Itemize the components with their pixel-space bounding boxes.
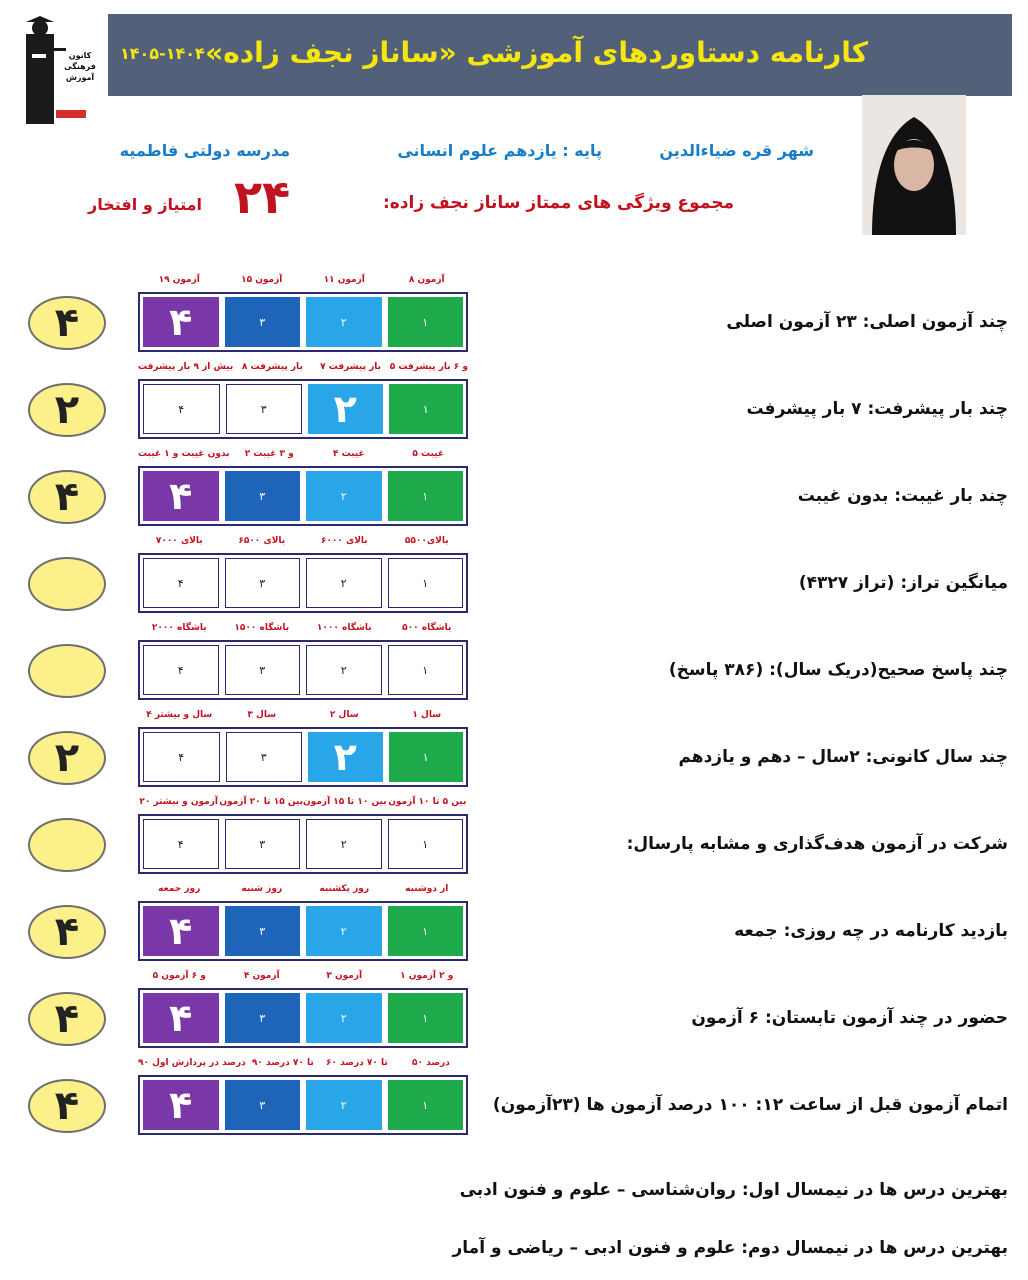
level-grid	[138, 640, 468, 700]
kanoon-logo	[22, 14, 100, 126]
level-label: روز جمعه	[158, 884, 201, 894]
level-cell: ۱	[388, 297, 464, 347]
student-city: شهر قره ضیاءالدین	[659, 141, 814, 160]
level-cell: ۱	[389, 384, 464, 434]
criterion-label: چند پاسخ صحیح(دریک سال): (۳۸۶ پاسخ)	[668, 660, 1008, 680]
best-subjects-term2: بهترین درس ها در نیمسال دوم: علوم و فنون ادبی – ریاضی و آمار	[452, 1238, 1008, 1258]
level-label: ۶۰ تا ۷۰ درصد	[325, 1058, 388, 1068]
level-label: ۹۰ تا ۷۰ درصد	[251, 1058, 314, 1068]
level-labels	[138, 971, 468, 981]
level-cell: ۱	[388, 1080, 464, 1130]
level-cell: ۲	[306, 645, 382, 695]
level-label: بالای ۶۰۰۰	[320, 536, 368, 546]
criterion-label: چند آزمون اصلی: ۲۳ آزمون اصلی	[726, 312, 1008, 332]
level-cell: ۴	[143, 819, 219, 869]
level-labels	[138, 884, 468, 894]
row-score-circle	[28, 818, 106, 872]
level-label: ۹۰ درصد در پردازش اول	[138, 1058, 246, 1068]
level-label: ۱۵ آزمون	[241, 275, 283, 285]
level-grid	[138, 1075, 468, 1135]
row-score-circle: ۴	[28, 905, 106, 959]
level-cell: ۲	[306, 1080, 382, 1130]
level-label: از دوشنبه	[405, 884, 449, 894]
level-label: ۵ و ۶ بار پیشرفت	[389, 362, 468, 372]
level-label: ۱ و ۲ آزمون	[400, 971, 454, 981]
year-range: ۱۴۰۵-۱۴۰۴	[120, 44, 205, 63]
best-subjects-term1: بهترین درس ها در نیمسال اول: روان‌شناسی – علوم و فنون ادبی	[459, 1180, 1008, 1200]
level-label: ۵ و ۶ آزمون	[152, 971, 206, 981]
level-label: ۲۰ آزمون و بیشتر	[139, 797, 218, 807]
level-cell: ۲	[306, 471, 382, 521]
row-score-circle: ۲	[28, 731, 106, 785]
level-cell: ۳	[225, 819, 301, 869]
level-grid	[138, 553, 468, 613]
criterion-label: چند بار غیبت: بدون غیبت	[797, 486, 1008, 506]
level-label: ۲ و ۳ غیبت	[244, 449, 294, 459]
level-grid	[138, 988, 468, 1048]
criterion-label: حضور در چند آزمون تابستان: ۶ آزمون	[691, 1008, 1008, 1028]
level-cell: ۲	[306, 297, 382, 347]
criterion-label: چند بار پیشرفت: ۷ بار پیشرفت	[746, 399, 1008, 419]
level-label: باشگاه ۱۰۰۰	[316, 623, 372, 633]
level-cell: ۳	[225, 993, 301, 1043]
level-cell: ۳	[225, 1080, 301, 1130]
level-cell: ۱	[389, 732, 464, 782]
level-label: ۸ آزمون	[408, 275, 445, 285]
level-label: ۴ غیبت	[332, 449, 365, 459]
school-name: مدرسه دولتی فاطمیه	[119, 141, 290, 160]
level-label: ۱۱ آزمون	[323, 275, 365, 285]
level-labels	[138, 710, 468, 720]
level-label: ۱۹ آزمون	[158, 275, 200, 285]
level-cell: ۴	[143, 558, 219, 608]
level-grid	[138, 379, 468, 439]
level-label: باشگاه ۲۰۰۰	[151, 623, 207, 633]
level-grid	[138, 901, 468, 961]
level-cell: ۳	[225, 558, 301, 608]
level-label: بین ۵ تا ۱۰ آزمون	[388, 797, 467, 807]
level-label: بین ۱۵ تا ۲۰ آزمون	[219, 797, 303, 807]
level-cell: ۳	[226, 732, 303, 782]
level-label: بالای ۶۵۰۰	[238, 536, 286, 546]
level-cell: ۱	[388, 819, 464, 869]
level-label: بین ۱۰ تا ۱۵ آزمون	[303, 797, 387, 807]
level-cell: ۴	[143, 471, 219, 521]
level-label: باشگاه ۵۰۰	[402, 623, 452, 633]
level-cell: ۴	[143, 384, 220, 434]
level-label: ۴ آزمون	[243, 971, 280, 981]
total-unit: امتیاز و افتخار	[88, 195, 202, 214]
level-label: ۲ سال	[329, 710, 359, 720]
level-cell: ۲	[306, 819, 382, 869]
level-label: باشگاه ۱۵۰۰	[234, 623, 290, 633]
logo-text-4: قلم‌چی	[65, 86, 95, 95]
level-cell: ۱	[388, 906, 464, 956]
level-cell: ۳	[225, 906, 301, 956]
level-cell: ۲	[308, 384, 383, 434]
level-grid	[138, 727, 468, 787]
level-cell: ۱	[388, 993, 464, 1043]
level-cell: ۳	[225, 471, 301, 521]
level-label: ۳ سال	[247, 710, 277, 720]
student-grade: پایه : یازدهم علوم انسانی	[397, 141, 602, 160]
level-label: ۳ آزمون	[326, 971, 363, 981]
row-score-circle: ۴	[28, 992, 106, 1046]
level-label: بیش از ۹ بار پیشرفت	[138, 362, 234, 372]
level-labels	[138, 623, 468, 633]
logo-text-2: فرهنگی	[64, 62, 96, 71]
level-label: ۴ سال و بیشتر	[146, 710, 213, 720]
level-cell: ۳	[225, 645, 301, 695]
criterion-label: میانگین تراز: (تراز ۴۳۲۷)	[798, 573, 1008, 593]
level-labels	[138, 275, 468, 285]
logo-text-3: آموزش	[65, 73, 95, 82]
row-score-circle: ۴	[28, 1079, 106, 1133]
level-label: روز یکشنبه	[319, 884, 370, 894]
level-label: ۵۰ درصد	[412, 1058, 450, 1068]
total-label: مجموع ویژگی های ممتاز ساناز نجف زاده:	[382, 193, 734, 213]
level-label: بالای ۷۰۰۰	[155, 536, 203, 546]
level-cell: ۲	[308, 732, 383, 782]
level-cell: ۴	[143, 732, 220, 782]
criterion-label: شرکت در آزمون هدف‌گذاری و مشابه پارسال:	[626, 834, 1008, 854]
row-score-circle: ۲	[28, 383, 106, 437]
row-score-circle	[28, 644, 106, 698]
level-labels	[138, 1058, 468, 1068]
row-score-circle: ۴	[28, 470, 106, 524]
level-grid	[138, 466, 468, 526]
level-labels	[138, 449, 468, 459]
level-label: ۱ سال	[412, 710, 442, 720]
criterion-label: اتمام آزمون قبل از ساعت ۱۲: ۱۰۰ درصد آزمون ها (۲۳آزمون)	[492, 1095, 1008, 1115]
level-cell: ۴	[143, 906, 219, 956]
student-photo	[862, 95, 966, 235]
level-cell: ۳	[226, 384, 303, 434]
level-cell: ۱	[388, 558, 464, 608]
level-cell: ۲	[306, 558, 382, 608]
level-cell: ۴	[143, 993, 219, 1043]
level-labels	[138, 797, 468, 807]
criterion-label: بازدید کارنامه در چه روزی: جمعه	[734, 921, 1008, 941]
level-label: روز شنبه	[241, 884, 283, 894]
row-score-circle: ۴	[28, 296, 106, 350]
level-label: ۵ غیبت	[412, 449, 445, 459]
logo-text-1: کانون	[68, 51, 92, 60]
level-cell: ۱	[388, 645, 464, 695]
level-grid	[138, 292, 468, 352]
level-labels	[138, 362, 468, 372]
level-cell: ۱	[388, 471, 464, 521]
level-cell: ۴	[143, 1080, 219, 1130]
row-score-circle	[28, 557, 106, 611]
level-cell: ۴	[143, 645, 219, 695]
level-cell: ۳	[225, 297, 301, 347]
level-cell: ۲	[306, 906, 382, 956]
level-label: ۷ بار پیشرفت	[320, 362, 382, 372]
level-label: بالای۵۵۰۰	[404, 536, 449, 546]
level-grid	[138, 814, 468, 874]
level-label: ۸ بار پیشرفت	[241, 362, 303, 372]
level-cell: ۴	[143, 297, 219, 347]
level-labels	[138, 536, 468, 546]
level-cell: ۲	[306, 993, 382, 1043]
criterion-label: چند سال کانونی: ۲سال – دهم و یازدهم	[678, 747, 1008, 767]
page-title: کارنامه دستاوردهای آموزشی «ساناز نجف زاده»	[205, 36, 868, 69]
level-label: بدون غیبت و ۱ غیبت	[138, 449, 230, 459]
total-score: ۲۴	[234, 170, 291, 224]
